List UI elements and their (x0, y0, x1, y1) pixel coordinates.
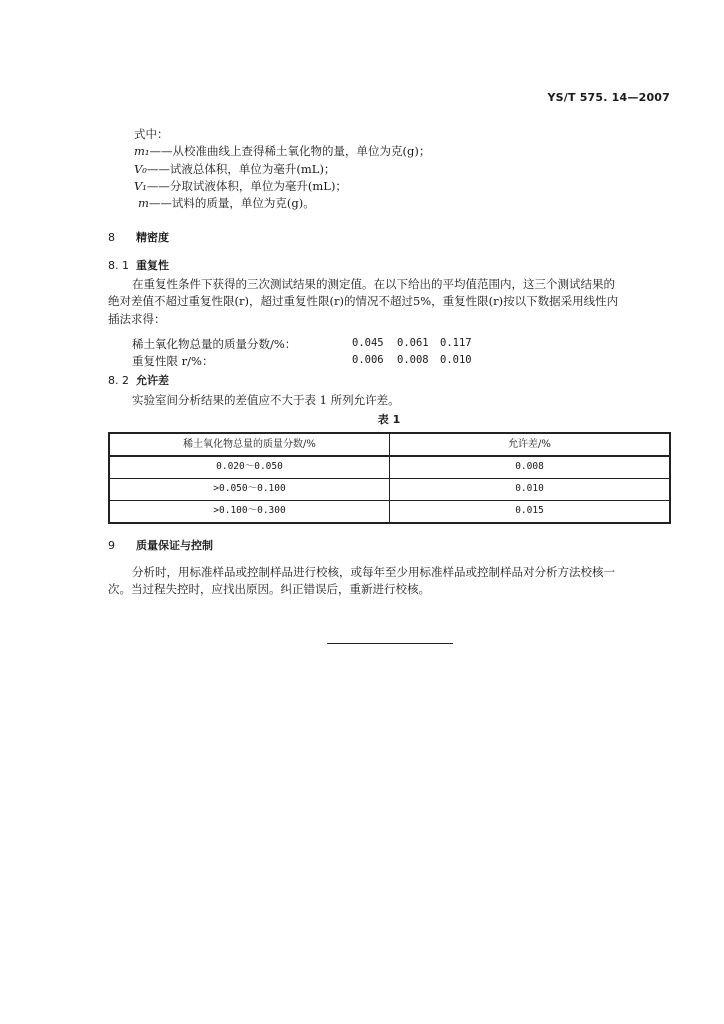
formula-notes (108, 126, 670, 212)
value-row-label: 稀土氧化物总量的质量分数/%： (132, 337, 297, 351)
note-symbol: V₀ (134, 161, 147, 176)
value-cell: 0.045 (352, 337, 384, 349)
section-number: 8. 1 (108, 259, 129, 272)
value-cell: 0.008 (397, 354, 429, 366)
section-8-2-paragraph (108, 392, 670, 409)
table-header-cell: 稀土氧化物总量的质量分数/% (109, 433, 390, 456)
repeatability-values (132, 336, 672, 370)
table-row (109, 479, 670, 501)
note-text: ——分取试液体积，单位为毫升(mL)； (146, 178, 347, 193)
formula-note-item (138, 195, 670, 212)
table-header-cell: 允许差/% (390, 433, 671, 456)
table-cell: 0.015 (390, 501, 671, 524)
paragraph-line: 分析时，用标准样品或控制样品进行校核，或每年至少用标准样品或控制样品对分析方法校核一 (132, 565, 615, 579)
section-number: 9 (108, 539, 115, 552)
section-title: 质量保证与控制 (136, 539, 213, 552)
note-text: ——试料的质量，单位为克(g)。 (148, 196, 315, 210)
section-title: 重复性 (136, 259, 169, 272)
end-of-document-rule (327, 643, 453, 644)
value-row-label: 重复性限 r/%： (132, 354, 214, 368)
paragraph-line: 实验室间分析结果的差值应不大于表 1 所列允许差。 (132, 393, 400, 407)
formula-intro: 式中： (134, 127, 169, 141)
table-cell: 0.020～0.050 (109, 456, 390, 479)
value-row (132, 336, 672, 353)
standard-code: YS/T 575. 14—2007 (547, 91, 670, 104)
section-8-1-paragraph (108, 276, 670, 328)
value-cell: 0.117 (440, 337, 472, 349)
note-text: ——从校准曲线上查得稀土氧化物的量，单位为克(g)； (149, 144, 431, 159)
section-number: 8 (108, 231, 115, 244)
paragraph-line: 绝对差值不超过重复性限(r)，超过重复性限(r)的情况不超过5%，重复性限(r)按以下数据采用线性内 (108, 294, 619, 309)
section-title: 允许差 (136, 374, 169, 387)
formula-note-item (134, 178, 670, 195)
table-row (109, 501, 670, 524)
value-cell: 0.010 (440, 354, 472, 366)
table-row (109, 456, 670, 479)
note-symbol: V₁ (134, 178, 147, 193)
value-cell: 0.061 (397, 337, 429, 349)
section-8-1-heading (108, 258, 169, 275)
paragraph-line: 次。当过程失控时，应找出原因。纠正错误后，重新进行校核。 (108, 582, 430, 597)
paragraph-line: 插法求得： (108, 311, 166, 326)
value-cell: 0.006 (352, 354, 384, 366)
section-number: 8. 2 (108, 374, 129, 387)
formula-note-item (134, 143, 670, 160)
section-title: 精密度 (136, 231, 169, 244)
paragraph-line: 在重复性条件下获得的三次测试结果的测定值。在以下给出的平均值范围内，这三个测试结果的 (132, 277, 615, 291)
section-9-heading (108, 538, 213, 555)
table-title: 表 1 (377, 413, 401, 426)
table-cell: 0.008 (390, 456, 671, 479)
table-cell: >0.100～0.300 (109, 501, 390, 524)
allowance-table (108, 432, 671, 524)
section-8-2-heading (108, 373, 169, 390)
value-row (132, 353, 672, 370)
section-8-heading (108, 230, 169, 247)
table-header-row (109, 433, 670, 456)
formula-note-item (134, 161, 670, 178)
table-cell: 0.010 (390, 479, 671, 501)
note-symbol: m (138, 196, 149, 210)
note-text: ——试液总体积，单位为毫升(mL)； (146, 161, 336, 176)
section-9-paragraph (108, 564, 670, 599)
table-cell: >0.050～0.100 (109, 479, 390, 501)
note-symbol: m₁ (134, 144, 150, 159)
